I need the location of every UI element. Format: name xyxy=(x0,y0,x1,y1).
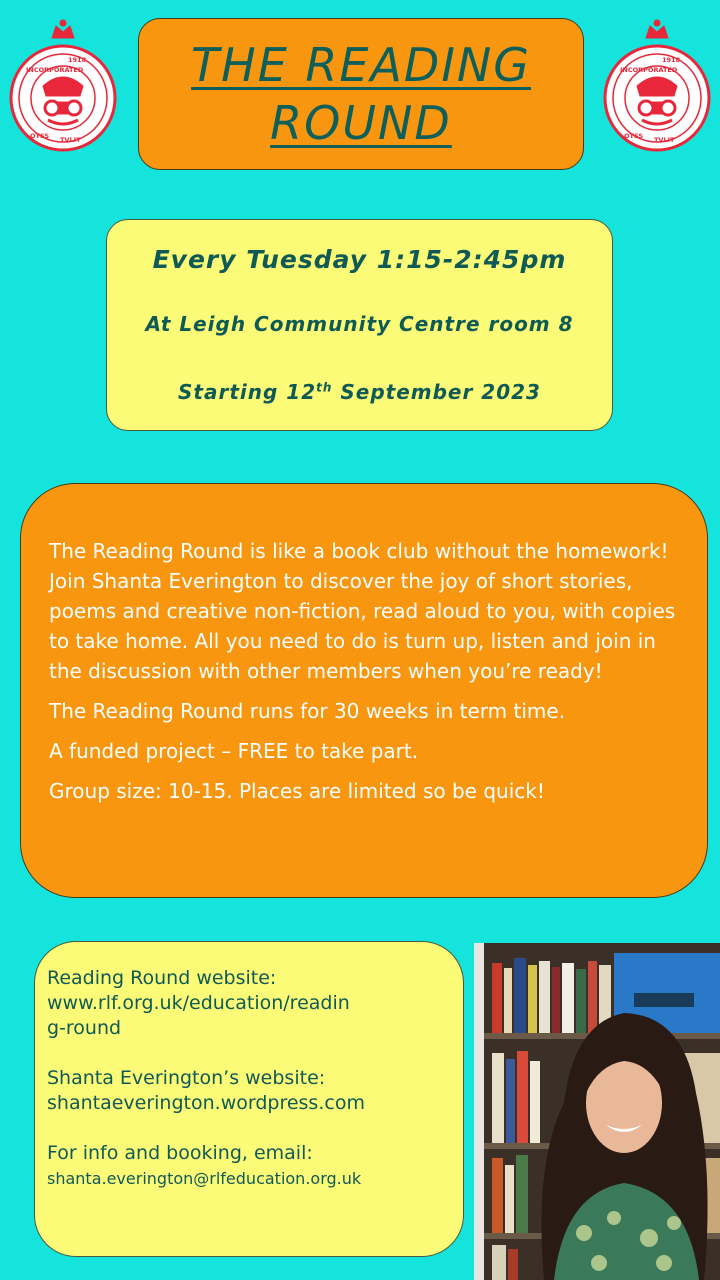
website-label: Reading Round website: xyxy=(47,967,277,989)
author-website-link[interactable]: shantaeverington.wordpress.com xyxy=(47,1092,365,1114)
email-group xyxy=(47,1141,449,1191)
website-group xyxy=(47,966,449,1041)
svg-text:INCORPORATED: INCORPORATED xyxy=(620,66,678,74)
author-website-label: Shanta Everington’s website: xyxy=(47,1067,326,1089)
start-date-ordinal: th xyxy=(316,380,333,395)
title-line-1: THE READING xyxy=(191,38,531,92)
email-label: For info and booking, email: xyxy=(47,1142,313,1164)
rlf-seal-right xyxy=(602,16,712,156)
schedule-location: At Leigh Community Centre room 8 xyxy=(145,312,574,336)
start-date-suffix: September 2023 xyxy=(332,380,541,404)
schedule-panel xyxy=(106,219,613,431)
duration-text: The Reading Round runs for 30 weeks in term time. xyxy=(49,699,566,723)
website-url-part-2[interactable]: g-round xyxy=(47,1017,122,1039)
author-website-group xyxy=(47,1066,449,1116)
email-link[interactable]: shanta.everington@rlfeducation.org.uk xyxy=(47,1169,362,1188)
svg-text:TVLIT: TVLIT xyxy=(60,136,81,144)
svg-text:OTSS: OTSS xyxy=(30,132,50,140)
description-panel xyxy=(20,483,708,898)
website-url-part-1[interactable]: www.rlf.org.uk/education/readin xyxy=(47,992,350,1014)
svg-text:TVLIT: TVLIT xyxy=(654,136,675,144)
start-date-prefix: Starting 12 xyxy=(178,380,317,404)
website-link[interactable] xyxy=(47,991,449,1041)
svg-text:INCORPORATED: INCORPORATED xyxy=(26,66,84,74)
author-photo xyxy=(474,943,720,1280)
contact-panel xyxy=(34,941,464,1257)
group-size-text: Group size: 10-15. Places are limited so be quick! xyxy=(49,779,545,803)
title-banner xyxy=(138,18,584,170)
description-paragraph: The Reading Round is like a book club without the homework! Join Shanta Everington to discover the joy of short stories, poems and creative non-fiction, read aloud to you, with copies to take home. All you need to do is turn up, listen and join in the discussion with other members when you’re ready! xyxy=(49,539,676,683)
svg-text:1918: 1918 xyxy=(662,56,681,64)
rlf-seal-left xyxy=(8,16,118,156)
svg-text:OTSS: OTSS xyxy=(624,132,644,140)
svg-text:1918: 1918 xyxy=(68,56,87,64)
title-line-2: ROUND xyxy=(270,96,452,150)
funding-text: A funded project – FREE to take part. xyxy=(49,739,419,763)
schedule-start-date xyxy=(107,380,612,404)
schedule-day-time: Every Tuesday 1:15-2:45pm xyxy=(152,245,567,274)
